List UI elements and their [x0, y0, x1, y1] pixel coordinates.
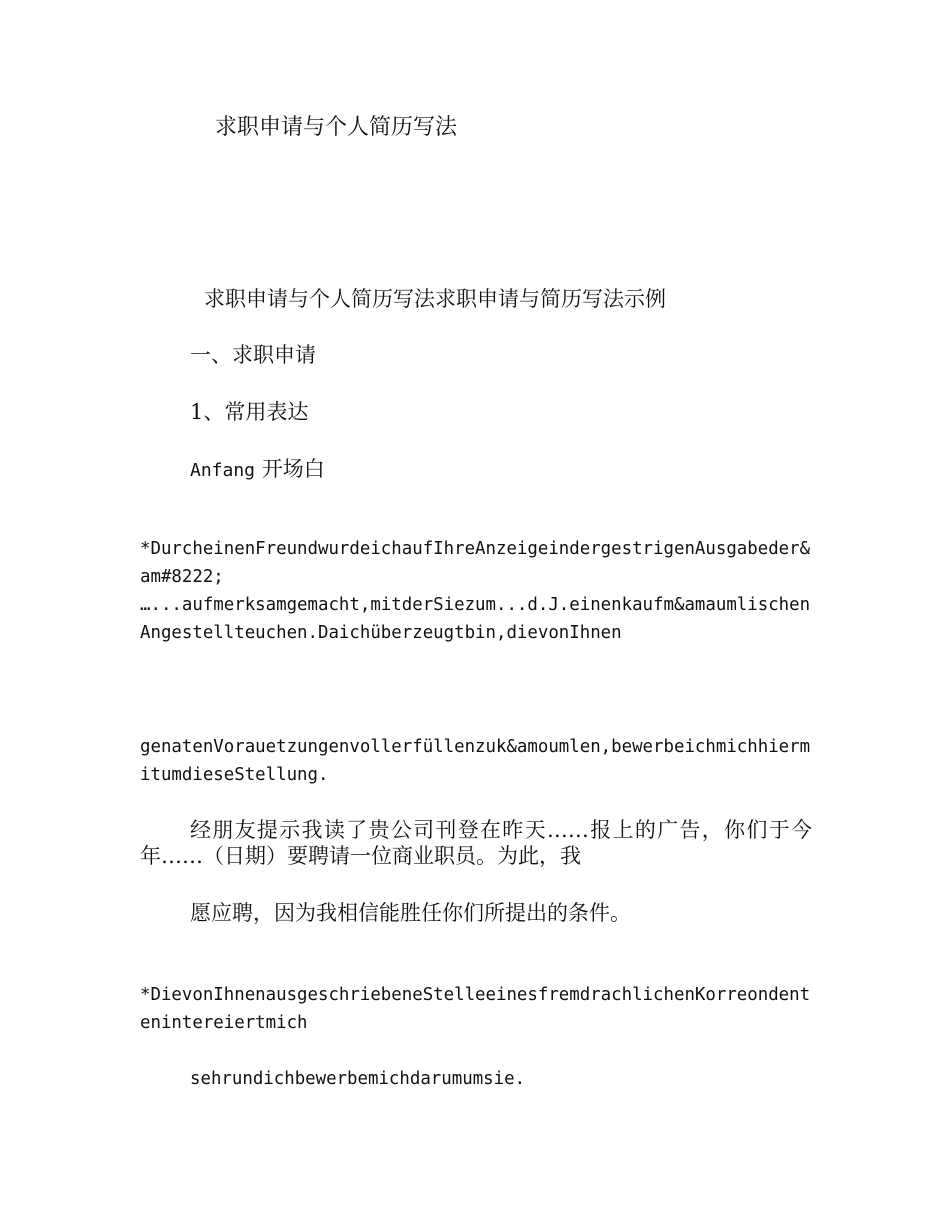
- anfang-chinese-text: 开场白: [261, 457, 325, 481]
- german-paragraph-1: [140, 535, 812, 647]
- german-paragraph-1-line-b: …...aufmerksamgemacht,mitderSiezum...d.J.einenkaufm&amaumlischenAngestellteuchen.Daichüberzeugtbin,dievonIhnen: [140, 595, 811, 643]
- chinese-paragraph-2: 愿应聘，因为我相信能胜任你们所提出的条件。: [190, 901, 631, 925]
- subsection-title-common-expressions: 1、常用表达: [190, 400, 309, 424]
- german-paragraph-4: sehrundichbewerbemichdarumumsie.: [190, 1069, 526, 1089]
- section-heading: 求职申请与个人简历写法求职申请与简历写法示例: [204, 287, 666, 311]
- anfang-label: [140, 456, 812, 484]
- german-paragraph-2: genatenVorauetzungenvollerfüllenzuk&amoumlen,bewerbeichmichhiermitumdieseStellung.: [140, 737, 811, 785]
- german-paragraph-3: *DievonIhnenausgeschriebeneStelleeinesfremdrachlichenKorreondentenintereiertmich: [140, 985, 811, 1033]
- document-title: 求职申请与个人简历写法: [215, 115, 458, 140]
- section-title-job-application: 一、求职申请: [190, 343, 316, 367]
- anfang-latin-text: Anfang: [190, 460, 256, 481]
- chinese-paragraph-1: 经朋友提示我读了贵公司刊登在昨天……报上的广告，你们于今年……（日期）要聘请一位商业职员。为此，我: [140, 818, 812, 868]
- german-paragraph-1-line-a: *DurcheinenFreundwurdeichaufIhreAnzeigeindergestrigenAusgabeder&am#8222;: [140, 539, 811, 587]
